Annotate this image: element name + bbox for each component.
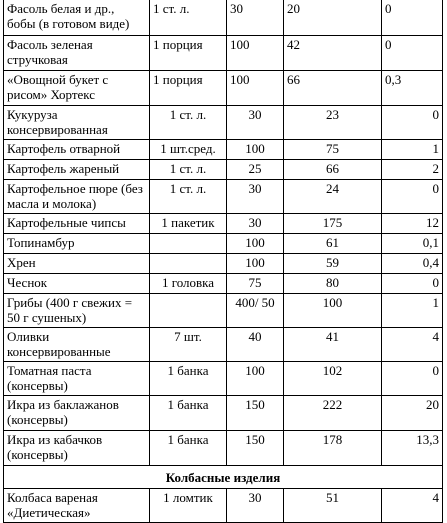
- table-row: [4, 362, 443, 396]
- portion-cell: 1 шт.сред.: [150, 140, 227, 160]
- portion-cell: 1 ст. л.: [150, 106, 227, 140]
- value-cell: 0: [382, 0, 443, 36]
- kcal-cell: 61: [284, 234, 382, 254]
- product-name-cell: Картофельное пюре (без масла и молока): [4, 180, 150, 214]
- kcal-cell: 59: [284, 254, 382, 274]
- grams-cell: 30: [227, 214, 284, 234]
- kcal-cell: 175: [284, 214, 382, 234]
- product-name-cell: Оливки консервированные: [4, 328, 150, 362]
- value-cell: 0: [382, 274, 443, 294]
- product-name-cell: Картофель отварной: [4, 140, 150, 160]
- value-cell: 0: [382, 362, 443, 396]
- portion-cell: 1 порция: [150, 36, 227, 71]
- kcal-cell: 100: [284, 294, 382, 328]
- table-row: [4, 180, 443, 214]
- section-row: [4, 466, 443, 489]
- grams-cell: 75: [227, 274, 284, 294]
- product-name-cell: Томатная паста (консервы): [4, 362, 150, 396]
- portion-cell: 1 пакетик: [150, 214, 227, 234]
- grams-cell: 30: [227, 489, 284, 523]
- section-title: Колбасные изделия: [4, 466, 443, 489]
- table-row: [4, 0, 443, 36]
- portion-cell: 1 банка: [150, 396, 227, 431]
- product-name-cell: Картофельные чипсы: [4, 214, 150, 234]
- table-row: [4, 254, 443, 274]
- value-cell: 0,3: [382, 71, 443, 106]
- kcal-cell: 222: [284, 396, 382, 431]
- kcal-cell: 66: [284, 160, 382, 180]
- table-row: [4, 106, 443, 140]
- grams-cell: 100: [227, 140, 284, 160]
- portion-cell: 1 банка: [150, 431, 227, 466]
- portion-cell: 1 порция: [150, 71, 227, 106]
- portion-cell: 1 банка: [150, 362, 227, 396]
- product-name-cell: Чеснок: [4, 274, 150, 294]
- table-row: [4, 489, 443, 523]
- table-row: [4, 36, 443, 71]
- value-cell: 4: [382, 489, 443, 523]
- value-cell: 4: [382, 328, 443, 362]
- kcal-cell: 178: [284, 431, 382, 466]
- grams-cell: 150: [227, 396, 284, 431]
- portion-cell: 7 шт.: [150, 328, 227, 362]
- kcal-cell: 24: [284, 180, 382, 214]
- product-name-cell: Икра из баклажанов (консервы): [4, 396, 150, 431]
- table-row: [4, 396, 443, 431]
- value-cell: 1: [382, 140, 443, 160]
- value-cell: 2: [382, 160, 443, 180]
- table-row: [4, 71, 443, 106]
- value-cell: 0: [382, 36, 443, 71]
- table-row: [4, 274, 443, 294]
- value-cell: 20: [382, 396, 443, 431]
- kcal-cell: 23: [284, 106, 382, 140]
- grams-cell: 150: [227, 431, 284, 466]
- grams-cell: 30: [227, 180, 284, 214]
- grams-cell: 40: [227, 328, 284, 362]
- table-row: [4, 328, 443, 362]
- kcal-cell: 66: [284, 71, 382, 106]
- table-row: [4, 160, 443, 180]
- grams-cell: 25: [227, 160, 284, 180]
- kcal-cell: 20: [284, 0, 382, 36]
- grams-cell: 30: [227, 106, 284, 140]
- portion-cell: [150, 254, 227, 274]
- value-cell: 12: [382, 214, 443, 234]
- nutrition-table: [3, 0, 443, 523]
- portion-cell: [150, 294, 227, 328]
- product-name-cell: Икра из кабачков (консервы): [4, 431, 150, 466]
- grams-cell: 100: [227, 254, 284, 274]
- portion-cell: [150, 234, 227, 254]
- value-cell: 0,4: [382, 254, 443, 274]
- grams-cell: 30: [227, 0, 284, 36]
- product-name-cell: Колбаса вареная «Диетическая»: [4, 489, 150, 523]
- kcal-cell: 75: [284, 140, 382, 160]
- grams-cell: 100: [227, 71, 284, 106]
- kcal-cell: 80: [284, 274, 382, 294]
- grams-cell: 400/ 50: [227, 294, 284, 328]
- product-name-cell: «Овощной букет с рисом» Хортекс: [4, 71, 150, 106]
- value-cell: 0: [382, 180, 443, 214]
- nutrition-table-body: [4, 0, 443, 523]
- value-cell: 1: [382, 294, 443, 328]
- kcal-cell: 41: [284, 328, 382, 362]
- portion-cell: 1 ст. л.: [150, 160, 227, 180]
- table-row: [4, 431, 443, 466]
- product-name-cell: Кукуруза консервированная: [4, 106, 150, 140]
- table-row: [4, 294, 443, 328]
- table-row: [4, 214, 443, 234]
- portion-cell: 1 ст. л.: [150, 0, 227, 36]
- grams-cell: 100: [227, 36, 284, 71]
- table-row: [4, 140, 443, 160]
- portion-cell: 1 ломтик: [150, 489, 227, 523]
- product-name-cell: Фасоль зеленая стручковая: [4, 36, 150, 71]
- portion-cell: 1 ст. л.: [150, 180, 227, 214]
- product-name-cell: Грибы (400 г свежих = 50 г сушеных): [4, 294, 150, 328]
- product-name-cell: Картофель жареный: [4, 160, 150, 180]
- kcal-cell: 51: [284, 489, 382, 523]
- grams-cell: 100: [227, 234, 284, 254]
- product-name-cell: Фасоль белая и др., бобы (в готовом виде): [4, 0, 150, 36]
- value-cell: 13,3: [382, 431, 443, 466]
- kcal-cell: 102: [284, 362, 382, 396]
- product-name-cell: Хрен: [4, 254, 150, 274]
- grams-cell: 100: [227, 362, 284, 396]
- portion-cell: 1 головка: [150, 274, 227, 294]
- value-cell: 0: [382, 106, 443, 140]
- kcal-cell: 42: [284, 36, 382, 71]
- table-row: [4, 234, 443, 254]
- value-cell: 0,1: [382, 234, 443, 254]
- product-name-cell: Топинамбур: [4, 234, 150, 254]
